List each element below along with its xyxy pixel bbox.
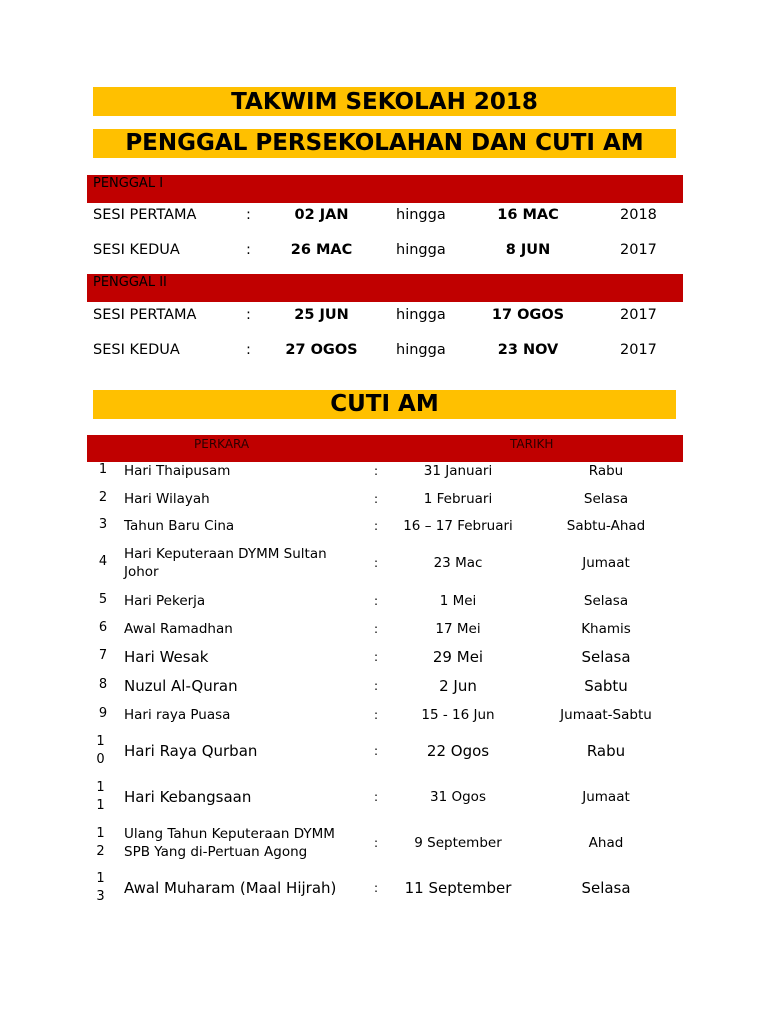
separator-colon: : bbox=[374, 836, 379, 850]
holiday-row bbox=[0, 592, 768, 610]
row-number: 4 bbox=[98, 554, 108, 569]
holiday-day: Selasa bbox=[581, 648, 631, 666]
term-header-1 bbox=[87, 175, 683, 203]
row-number: 9 bbox=[98, 706, 108, 721]
holiday-date: 2 Jun bbox=[439, 677, 477, 695]
row-number: 2 bbox=[98, 490, 108, 505]
holiday-row bbox=[0, 733, 768, 769]
separator-colon: : bbox=[374, 744, 379, 758]
session-year: 2017 bbox=[620, 342, 657, 358]
holiday-table-header bbox=[87, 435, 683, 462]
column-header-item: PERKARA bbox=[194, 437, 250, 451]
holiday-name: Hari Raya Qurban bbox=[124, 742, 258, 760]
section-title-terms bbox=[93, 129, 676, 158]
holiday-row bbox=[0, 490, 768, 508]
holiday-row bbox=[0, 706, 768, 724]
holiday-row bbox=[0, 545, 768, 581]
holiday-name: Awal Muharam (Maal Hijrah) bbox=[124, 879, 337, 897]
session-row bbox=[0, 342, 768, 362]
holiday-name: Hari Pekerja bbox=[124, 593, 206, 609]
term-label: PENGGAL I bbox=[93, 176, 164, 191]
holiday-row bbox=[0, 825, 768, 861]
holiday-name: Ulang Tahun Keputeraan DYMM SPB Yang di-Pertuan Agong bbox=[124, 826, 335, 860]
session-row bbox=[0, 307, 768, 327]
session-end-date: 16 MAC bbox=[497, 207, 559, 223]
holiday-day: Rabu bbox=[588, 463, 624, 479]
session-until: hingga bbox=[396, 207, 446, 223]
holiday-name: Hari Wilayah bbox=[124, 491, 210, 507]
page-title-text: TAKWIM SEKOLAH 2018 bbox=[231, 89, 538, 115]
row-number: 10 bbox=[96, 734, 105, 767]
session-end-date: 17 OGOS bbox=[491, 307, 565, 323]
holiday-date: 15 - 16 Jun bbox=[421, 707, 495, 723]
holiday-date: 17 Mei bbox=[435, 621, 481, 637]
separator-colon: : bbox=[374, 594, 379, 608]
holiday-name: Awal Ramadhan bbox=[124, 621, 233, 637]
holiday-date: 31 Ogos bbox=[430, 789, 486, 805]
separator-colon: : bbox=[374, 622, 379, 636]
separator-colon: : bbox=[374, 464, 379, 478]
session-year: 2018 bbox=[620, 207, 657, 223]
row-number: 8 bbox=[98, 677, 108, 692]
session-until: hingga bbox=[396, 307, 446, 323]
row-number: 13 bbox=[96, 871, 105, 904]
separator-colon: : bbox=[246, 242, 251, 258]
session-year: 2017 bbox=[620, 242, 657, 258]
separator-colon: : bbox=[374, 679, 379, 693]
separator-colon: : bbox=[374, 650, 379, 664]
separator-colon: : bbox=[246, 307, 251, 323]
column-header-date: TARIKH bbox=[510, 437, 554, 451]
holiday-date: 11 September bbox=[404, 879, 512, 897]
holiday-row bbox=[0, 620, 768, 638]
session-name: SESI KEDUA bbox=[93, 242, 180, 258]
holiday-row bbox=[0, 779, 768, 815]
row-number: 1 bbox=[98, 462, 108, 477]
holiday-day: Khamis bbox=[581, 621, 631, 637]
holiday-date: 9 September bbox=[414, 835, 502, 851]
session-year: 2017 bbox=[620, 307, 657, 323]
separator-colon: : bbox=[374, 790, 379, 804]
holiday-day: Jumaat bbox=[582, 555, 630, 571]
holiday-name: Hari Thaipusam bbox=[124, 463, 231, 479]
separator-colon: : bbox=[374, 708, 379, 722]
separator-colon: : bbox=[374, 519, 379, 533]
row-number: 11 bbox=[96, 780, 105, 813]
holiday-day: Jumaat bbox=[582, 789, 630, 805]
holiday-day: Selasa bbox=[581, 879, 631, 897]
session-until: hingga bbox=[396, 242, 446, 258]
holiday-name: Nuzul Al-Quran bbox=[124, 677, 238, 695]
session-start-date: 02 JAN bbox=[294, 207, 349, 223]
session-end-date: 8 JUN bbox=[505, 242, 551, 258]
holiday-row bbox=[0, 648, 768, 666]
holiday-day: Selasa bbox=[583, 491, 629, 507]
holiday-day: Ahad bbox=[588, 835, 624, 851]
session-name: SESI PERTAMA bbox=[93, 207, 197, 223]
session-until: hingga bbox=[396, 342, 446, 358]
holiday-date: 31 Januari bbox=[423, 463, 493, 479]
row-number: 5 bbox=[98, 592, 108, 607]
holiday-day: Selasa bbox=[583, 593, 629, 609]
holiday-name: Hari Keputeraan DYMM Sultan Johor bbox=[124, 546, 327, 580]
session-name: SESI PERTAMA bbox=[93, 307, 197, 323]
session-row bbox=[0, 242, 768, 262]
holiday-name: Tahun Baru Cina bbox=[124, 518, 235, 534]
holiday-name: Hari Wesak bbox=[124, 648, 209, 666]
holiday-date: 23 Mac bbox=[433, 555, 483, 571]
session-start-date: 27 OGOS bbox=[285, 342, 358, 358]
session-start-date: 26 MAC bbox=[290, 242, 353, 258]
separator-colon: : bbox=[374, 881, 379, 895]
holiday-name: Hari Kebangsaan bbox=[124, 788, 252, 806]
row-number: 6 bbox=[98, 620, 108, 635]
row-number: 7 bbox=[98, 648, 108, 663]
holiday-date: 1 Mei bbox=[439, 593, 477, 609]
separator-colon: : bbox=[246, 342, 251, 358]
section-title-holidays bbox=[93, 390, 676, 419]
holiday-day: Jumaat-Sabtu bbox=[560, 707, 652, 723]
holiday-row bbox=[0, 462, 768, 480]
separator-colon: : bbox=[246, 207, 251, 223]
holiday-day: Sabtu bbox=[584, 677, 628, 695]
row-number: 12 bbox=[96, 826, 105, 859]
holiday-name: Hari raya Puasa bbox=[124, 707, 231, 723]
holiday-row bbox=[0, 517, 768, 535]
term-header-2 bbox=[87, 274, 683, 302]
page-title bbox=[93, 87, 676, 116]
session-end-date: 23 NOV bbox=[497, 342, 559, 358]
holiday-date: 29 Mei bbox=[432, 648, 484, 666]
section-title-holidays-text: CUTI AM bbox=[330, 391, 439, 417]
section-title-terms-text: PENGGAL PERSEKOLAHAN DAN CUTI AM bbox=[125, 130, 644, 156]
session-row bbox=[0, 207, 768, 227]
separator-colon: : bbox=[374, 492, 379, 506]
session-start-date: 25 JUN bbox=[294, 307, 349, 323]
holiday-date: 22 Ogos bbox=[426, 742, 490, 760]
holiday-day: Rabu bbox=[586, 742, 626, 760]
holiday-row bbox=[0, 870, 768, 906]
separator-colon: : bbox=[374, 556, 379, 570]
session-name: SESI KEDUA bbox=[93, 342, 180, 358]
term-label: PENGGAL II bbox=[93, 275, 167, 290]
holiday-row bbox=[0, 677, 768, 695]
holiday-date: 16 – 17 Februari bbox=[403, 518, 513, 534]
holiday-day: Sabtu-Ahad bbox=[566, 518, 646, 534]
holiday-date: 1 Februari bbox=[423, 491, 493, 507]
row-number: 3 bbox=[98, 517, 108, 532]
